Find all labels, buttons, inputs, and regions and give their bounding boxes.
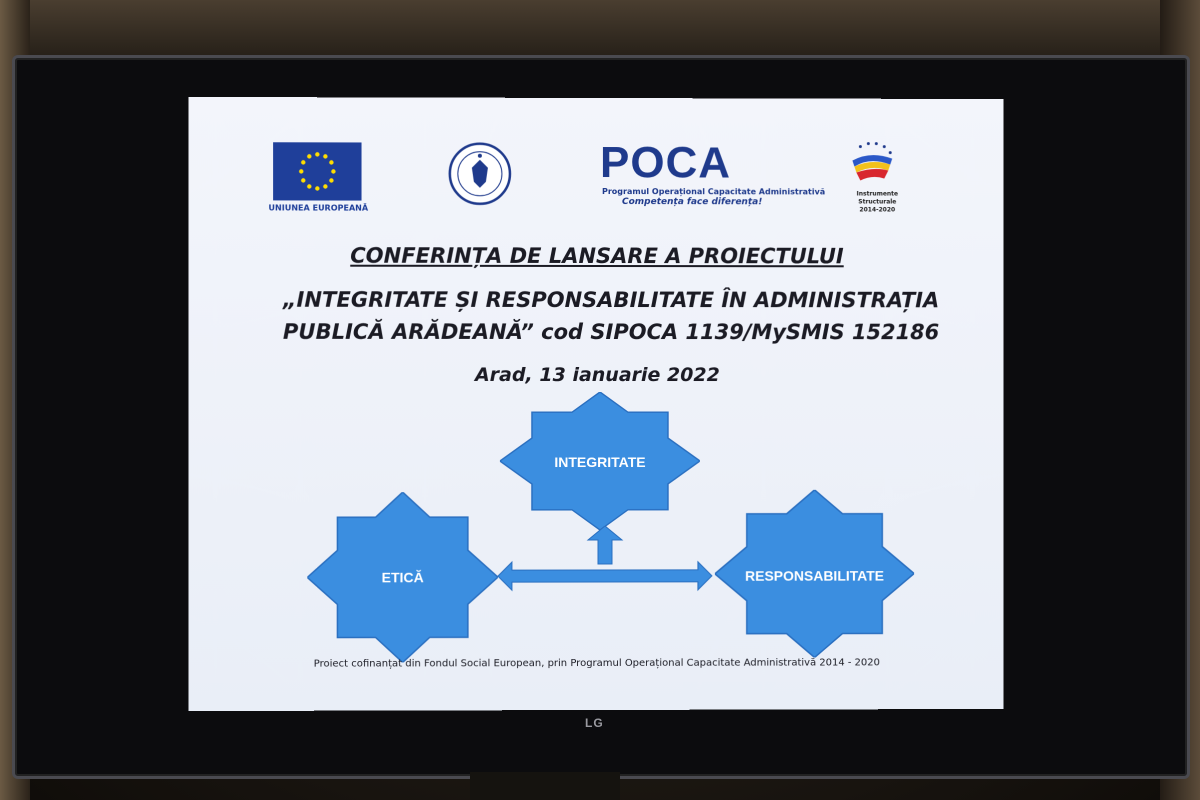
cofinancing-footer: Proiect cofinanțat din Fondul Social European, prin Programul Operațional Capacitate Administrativă 2014 - 2020 [313,657,880,670]
romanian-government-seal-icon [448,142,512,206]
concept-label-integritate: INTEGRITATE [554,453,646,471]
poca-logo: POCA [599,138,731,188]
poca-tagline: Competența face diferența! [621,197,763,208]
conference-title [189,243,1004,268]
eu-flag-icon [273,142,361,200]
concept-star-etica [307,492,498,663]
project-name-line-1: „INTEGRITATE ȘI RESPONSABILITATE ÎN ADMINISTRAȚIA [282,287,940,313]
tv-stand [470,772,620,800]
instrumente-label-line-1: Instrumente Structurale [856,190,899,206]
concept-label-responsabilitate: RESPONSABILITATE [745,567,885,584]
concept-star-integritate [500,392,700,542]
concept-star-responsabilitate [715,490,914,658]
tv-brand-logo: LG [585,716,604,730]
instrumente-structurale-icon [844,139,900,187]
poca-subtitle: Programul Operațional Capacitate Administrativă [601,187,826,197]
eu-label: UNIUNEA EUROPEANĂ [268,203,369,213]
concept-label-etica: ETICĂ [381,569,424,586]
instrumente-label-line-2: 2014-2020 [859,206,896,214]
conference-title-text: CONFERINȚA DE LANSARE A PROIECTULUI [350,243,844,269]
instrumente-structurale-label [837,190,917,214]
connector-arrows [490,526,720,606]
project-name-line-2: PUBLICĂ ARĂDEANĂ” cod SIPOCA 1139/MySMIS 152186 [282,319,940,345]
presentation-slide [189,97,1004,711]
event-date: Arad, 13 ianuarie 2022 [474,363,720,387]
